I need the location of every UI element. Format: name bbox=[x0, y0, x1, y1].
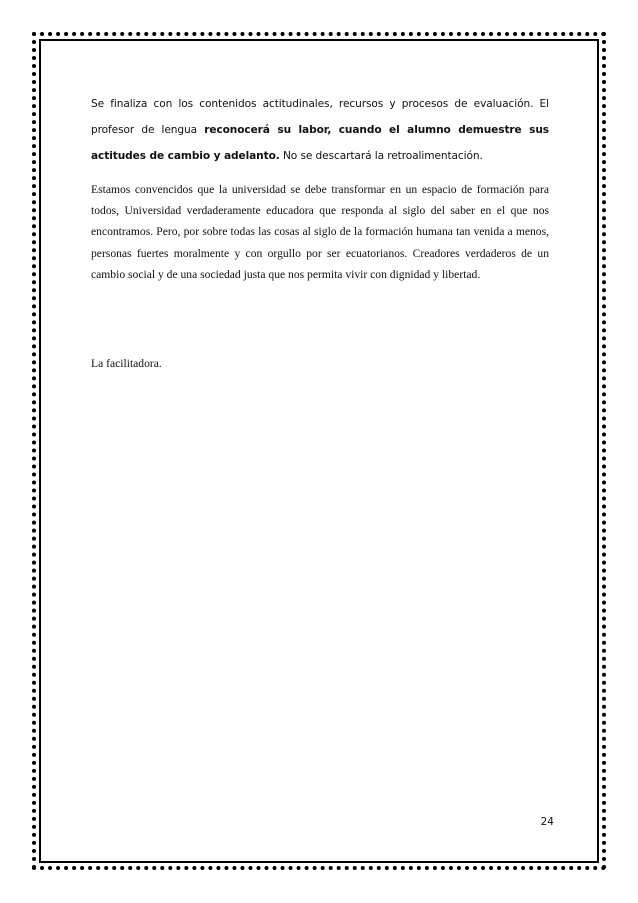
paragraph-evaluation-text-end: No se descartará la retroalimentación. bbox=[279, 150, 483, 162]
paragraph-evaluation-bold: reconocerá su labor, cuando el alumno demuestre sus actitudes de cambio y adelanto. bbox=[91, 124, 550, 162]
page-content bbox=[91, 91, 549, 285]
paragraph-evaluation bbox=[91, 91, 549, 169]
signature-line: La facilitadora. bbox=[91, 357, 162, 370]
paragraph-university: Estamos convencidos que la universidad se debe transformar en un espacio de formación para todos, Universidad verdaderamente educadora que responda al siglo del saber en el que nos encontramos. Pero, por sobre todas las cosas al siglo de la formación humana tan venida a menos, personas fuertes moralmente y con orgullo por ser ecuatorianos. Creadores verdaderos de un cambio social y de una sociedad justa que nos permita vivir con dignidad y libertad. bbox=[91, 183, 549, 281]
page-number: 24 bbox=[540, 816, 554, 828]
paragraph-evaluation-text-start: Se finaliza con los contenidos actitudinales, recursos y procesos de evaluación. El profesor de lengua bbox=[91, 98, 549, 136]
